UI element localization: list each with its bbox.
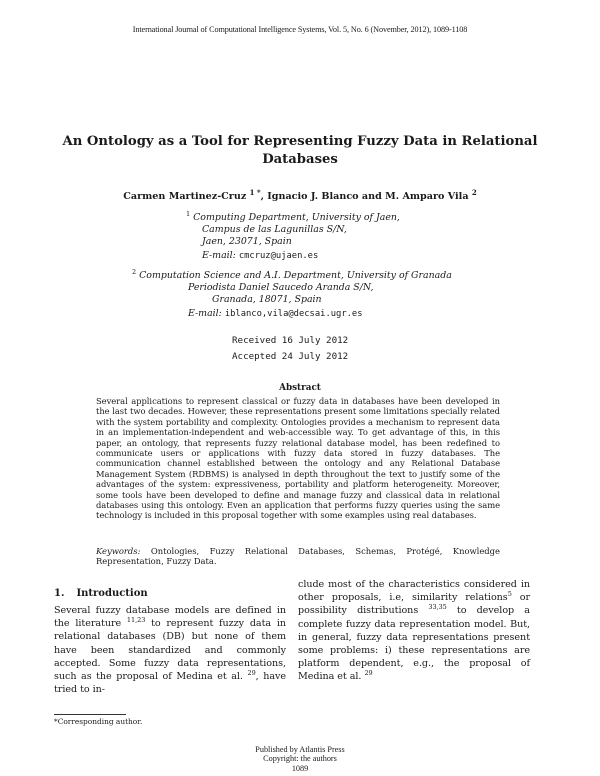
accepted-date: Accepted 24 July 2012 <box>232 351 349 362</box>
intro-column-left <box>54 604 286 696</box>
keywords-label: Keywords: <box>96 546 141 556</box>
section-heading-introduction <box>54 588 148 599</box>
affiliation-2-num: 2 <box>132 268 137 276</box>
intro-right-ref-1: 5 <box>507 590 512 599</box>
affiliation-1-email: cmcruz@ujaen.es <box>238 251 319 262</box>
abstract-heading: Abstract <box>279 383 321 393</box>
affiliation-2 <box>132 266 452 320</box>
affiliation-1-line-1: Computing Department, University of Jaen, <box>193 212 400 224</box>
intro-right-text-1: clude most of the characteristics considered in other proposals, i.e, similarity relations <box>298 579 530 604</box>
affiliation-1-line-3: Jaen, 23071, Spain <box>202 236 292 248</box>
intro-right-text-3: to develop a complete fuzzy data representation model. But, in general, fuzzy data representations present some problems: i) these representations are platform dependent, e.g., the proposal of Medina et al. <box>298 605 530 683</box>
intro-left-text-2: to represent fuzzy data in relational databases (DB) but none of them have been standardized and commonly accepted. Some fuzzy data representations, such as the proposal of Medina et al. <box>54 618 287 683</box>
intro-left-text-1: Several fuzzy database models are defined in the literature <box>54 605 286 630</box>
publisher-footer <box>0 745 600 773</box>
author-others-marks: 2 <box>471 188 477 197</box>
submission-dates <box>232 333 348 365</box>
intro-right-text-2: or possibility distributions <box>298 592 531 617</box>
footnote-rule <box>54 714 126 715</box>
affiliation-2-line-3: Granada, 18071, Spain <box>212 294 322 306</box>
section-title: Introduction <box>76 588 148 599</box>
copyright-line: Copyright: the authors <box>263 754 337 764</box>
author-1-marks: 1 * <box>249 188 261 197</box>
footnote: *Corresponding author. <box>54 717 143 726</box>
keywords-text: Ontologies, Fuzzy Relational Databases, Schemas, Protégé, Knowledge Representation, Fuzzy Data. <box>96 546 500 567</box>
intro-right-ref-2: 33,35 <box>428 603 447 612</box>
affiliation-1-num: 1 <box>186 210 191 218</box>
affiliation-1-line-2: Campus de las Lagunillas S/N, <box>202 224 347 236</box>
page-number: 1089 <box>291 763 309 773</box>
intro-left-ref-1: 11,23 <box>126 616 146 625</box>
intro-right-ref-3: 29 <box>364 669 373 678</box>
author-1: Carmen Martinez-Cruz <box>123 191 247 203</box>
intro-left-ref-2: 29 <box>247 668 256 677</box>
received-date: Received 16 July 2012 <box>232 335 349 346</box>
affiliation-2-email: iblanco,vila@decsai.ugr.es <box>224 309 363 320</box>
intro-column-right <box>298 578 530 684</box>
journal-header: International Journal of Computational Intelligence Systems, Vol. 5, No. 6 (November, 2012), 1089-1108 <box>132 25 468 34</box>
affiliation-2-line-1: Computation Science and A.I. Department, University of Granada <box>139 270 452 282</box>
affiliation-1-email-label: E-mail: <box>202 250 236 262</box>
publisher-line: Published by Atlantis Press <box>255 745 345 754</box>
abstract-text: Several applications to represent classical or fuzzy data in databases have been developed in the last two decades. However, these representations present some limitations specially related with the system portability and complexity. Ontologies provides a mechanism to represent data in an implementation-independent and web-accessible way. To get advantage of this, in this paper, an ontology, that represents fuzzy relational database model, has been redefined to communicate users or applications with fuzzy data stored in fuzzy databases. The communication channel established between the ontology and any Relational Database Management System (RDBMS) is analysed in depth throughout the text to justify some of the advantages of the system: expressiveness, portability and platform heterogeneity. Moreover, some tools have been developed to define and manage fuzzy and classical data in relational databases using this ontology. Even an application that performs fuzzy queries using the same technology is included in this proposal together with some examples using real databases. <box>96 396 500 521</box>
section-number: 1. <box>54 588 65 599</box>
author-list <box>0 188 600 202</box>
keywords <box>96 546 500 567</box>
affiliation-2-email-label: E-mail: <box>188 308 222 320</box>
title-line-2: Databases <box>262 152 338 167</box>
affiliation-2-line-2: Periodista Daniel Saucedo Aranda S/N, <box>188 282 374 294</box>
title-line-1: An Ontology as a Tool for Representing Fuzzy Data in Relational <box>62 134 538 149</box>
affiliation-1 <box>186 208 400 262</box>
author-others: , Ignacio J. Blanco and M. Amparo Vila <box>260 191 469 203</box>
paper-title <box>0 133 600 169</box>
intro-left-text-3: , have tried to in- <box>54 671 287 696</box>
